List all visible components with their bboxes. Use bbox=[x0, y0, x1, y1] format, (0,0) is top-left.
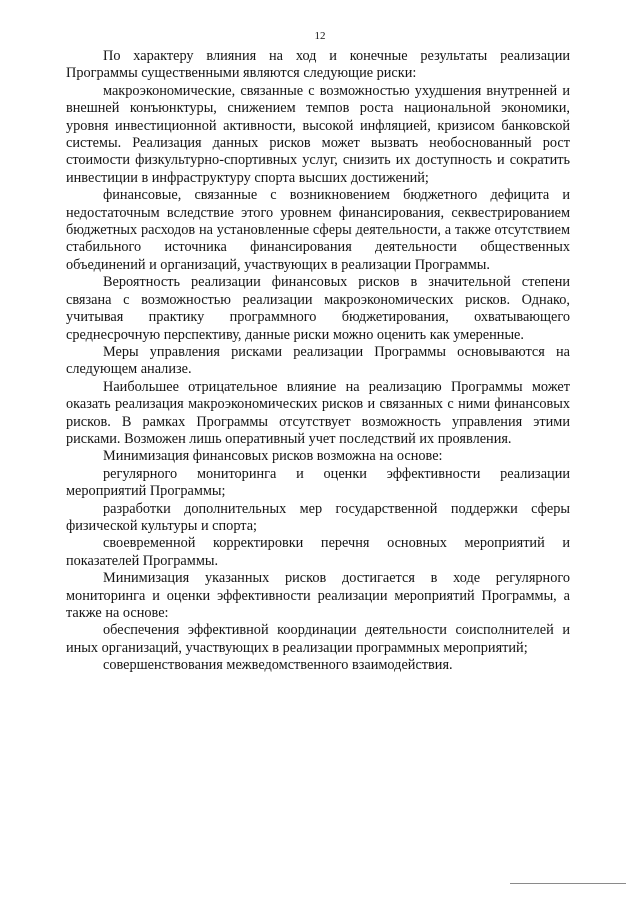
paragraph-effective-coordination: обеспечения эффективной координации деятельности соисполнителей и иных организаций, участвующих в реализации программных мероприятий; bbox=[66, 622, 570, 656]
page-number: 12 bbox=[314, 30, 326, 42]
paragraph-macroeconomic-risks: макроэкономические, связанные с возможностью ухудшения внутренней и внешней конъюнктуры, снижением темпов роста национальной экономики, уровня инвестиционной активности, высокой инфляцией, кризисом банковской системы. Реализация данных рисков может вызвать необоснованный рост стоимости физкультурно-спортивных услуг, снизить их доступность и сократить инвестиции в инфраструктуру спорта высших достижений; bbox=[66, 82, 570, 186]
paragraph-financial-risk-probability: Вероятность реализации финансовых рисков в значительной степени связана с возможностью реализации макроэкономических рисков. Однако, учитывая практику программного бюджетирования, охватывающего среднесрочную перспективу, данные риски можно оценить как умеренные. bbox=[66, 274, 570, 343]
paragraph-interagency-cooperation: совершенствования межведомственного взаимодействия. bbox=[103, 657, 453, 674]
paragraph-risks-intro: По характеру влияния на ход и конечные результаты реализации Программы существенными являются следующие риски: bbox=[66, 48, 570, 82]
paragraph-financial-risks: финансовые, связанные с возникновением бюджетного дефицита и недостаточным вследствие этого уровнем финансирования, секвестрированием бюджетных расходов на установленные сферы деятельности, а также отсутствием стабильного источника финансирования деятельности общественных объединений и организаций, участвующих в реализации Программы. bbox=[66, 187, 570, 273]
paragraph-additional-support-measures: разработки дополнительных мер государственной поддержки сферы физической культуры и спорта; bbox=[66, 500, 570, 534]
document-body bbox=[66, 48, 570, 675]
footer-rule bbox=[510, 883, 626, 884]
paragraph-timely-adjustment: своевременной корректировки перечня основных мероприятий и показателей Программы. bbox=[66, 535, 570, 569]
paragraph-risk-management-basis: Меры управления рисками реализации Программы основываются на следующем анализе. bbox=[66, 343, 570, 378]
paragraph-financial-risk-minimization: Минимизация финансовых рисков возможна на основе: bbox=[103, 448, 443, 465]
paragraph-regular-monitoring: регулярного мониторинга и оценки эффективности реализации мероприятий Программы; bbox=[66, 465, 570, 500]
paragraph-risk-minimization-basis: Минимизация указанных рисков достигается в ходе регулярного мониторинга и оценки эффективности реализации мероприятий Программы, а также на основе: bbox=[66, 570, 570, 621]
paragraph-greatest-negative-impact: Наибольшее отрицательное влияние на реализацию Программы может оказать реализация макроэкономических рисков и связанных с ними финансовых рисков. В рамках Программы отсутствует возможность управления этими рисками. Возможен лишь оперативный учет последствий их проявления. bbox=[66, 378, 570, 447]
